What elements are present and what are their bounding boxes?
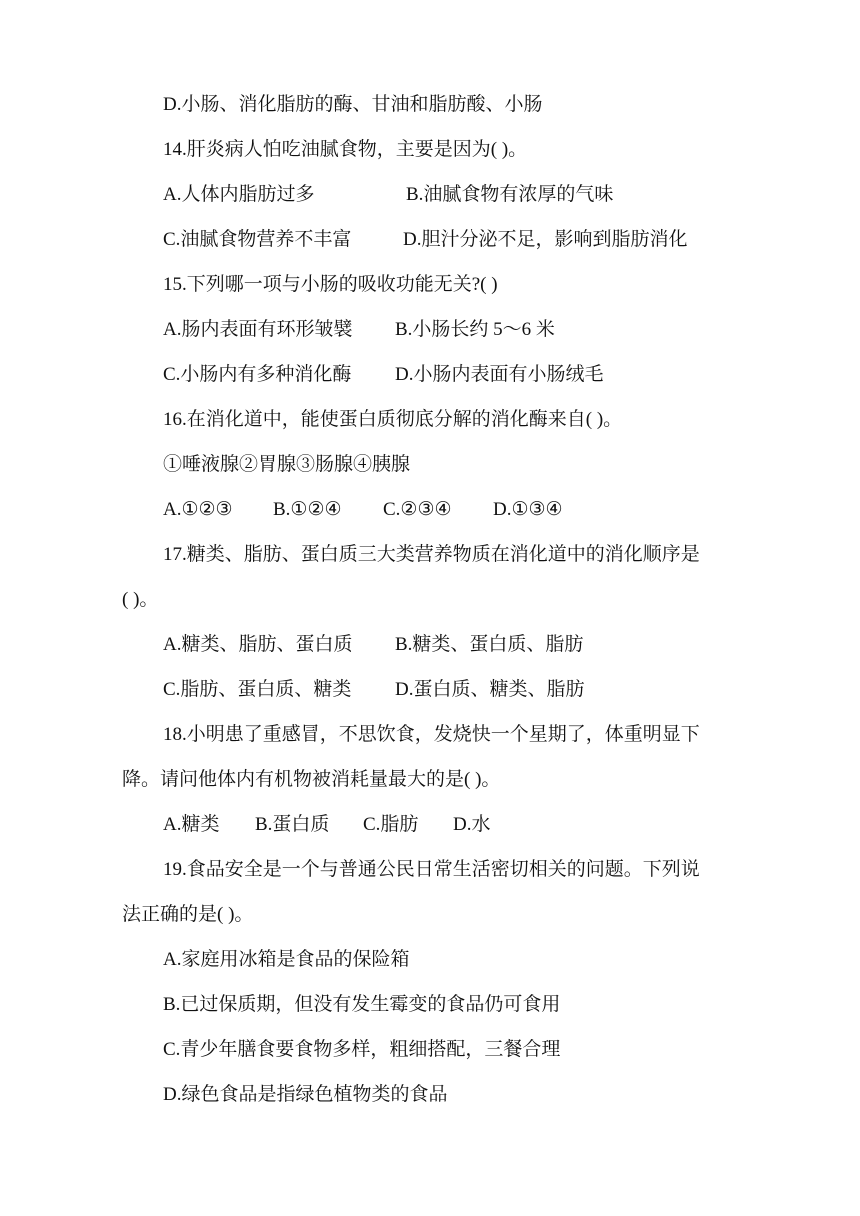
q16-choices: ①唾液腺②胃腺③肠腺④胰腺: [163, 454, 411, 475]
q19-option-d: D.绿色食品是指绿色植物类的食品: [163, 1084, 448, 1105]
question-19-continued: 法正确的是( )。: [122, 904, 254, 925]
q14-option-c: C.油腻食物营养不丰富: [163, 229, 352, 250]
q18-option-c: C.脂肪: [363, 814, 419, 835]
q19-option-c: C.青少年膳食要食物多样，粗细搭配，三餐合理: [163, 1039, 561, 1060]
q19-option-a: A.家庭用冰箱是食品的保险箱: [163, 949, 410, 970]
q17-option-c: C.脂肪、蛋白质、糖类: [163, 679, 352, 700]
q14-option-d: D.胆汁分泌不足，影响到脂肪消化: [403, 229, 688, 250]
question-18: 18.小明患了重感冒，不思饮食，发烧快一个星期了，体重明显下: [163, 724, 700, 745]
q17-option-b: B.糖类、蛋白质、脂肪: [395, 634, 584, 655]
q16-option-c: C.②③④: [383, 499, 452, 520]
q15-option-b: B.小肠长约 5～6 米: [395, 319, 555, 340]
q18-option-a: A.糖类: [163, 814, 220, 835]
q16-option-b: B.①②④: [273, 499, 342, 520]
q15-option-c: C.小肠内有多种消化酶: [163, 364, 352, 385]
q16-option-d: D.①③④: [493, 499, 563, 520]
q13-option-d: D.小肠、消化脂肪的酶、甘油和脂肪酸、小肠: [163, 94, 543, 115]
question-17-continued: ( )。: [122, 589, 159, 610]
q14-option-b: B.油腻食物有浓厚的气味: [406, 184, 614, 205]
q15-option-d: D.小肠内表面有小肠绒毛: [395, 364, 604, 385]
q17-option-d: D.蛋白质、糖类、脂肪: [395, 679, 585, 700]
question-18-continued: 降。请问他体内有机物被消耗量最大的是( )。: [122, 769, 501, 790]
q16-option-a: A.①②③: [163, 499, 233, 520]
q14-option-a: A.人体内脂肪过多: [163, 184, 315, 205]
q18-option-d: D.水: [453, 814, 491, 835]
q19-option-b: B.已过保质期，但没有发生霉变的食品仍可食用: [163, 994, 561, 1015]
q15-option-a: A.肠内表面有环形皱襞: [163, 319, 353, 340]
question-16: 16.在消化道中，能使蛋白质彻底分解的消化酶来自( )。: [163, 409, 623, 430]
q18-option-b: B.蛋白质: [255, 814, 330, 835]
question-19: 19.食品安全是一个与普通公民日常生活密切相关的问题。下列说: [163, 859, 700, 880]
question-14: 14.肝炎病人怕吃油腻食物，主要是因为( )。: [163, 139, 528, 160]
question-17: 17.糖类、脂肪、蛋白质三大类营养物质在消化道中的消化顺序是: [163, 544, 700, 565]
question-15: 15.下列哪一项与小肠的吸收功能无关?( ): [163, 274, 498, 295]
q17-option-a: A.糖类、脂肪、蛋白质: [163, 634, 353, 655]
